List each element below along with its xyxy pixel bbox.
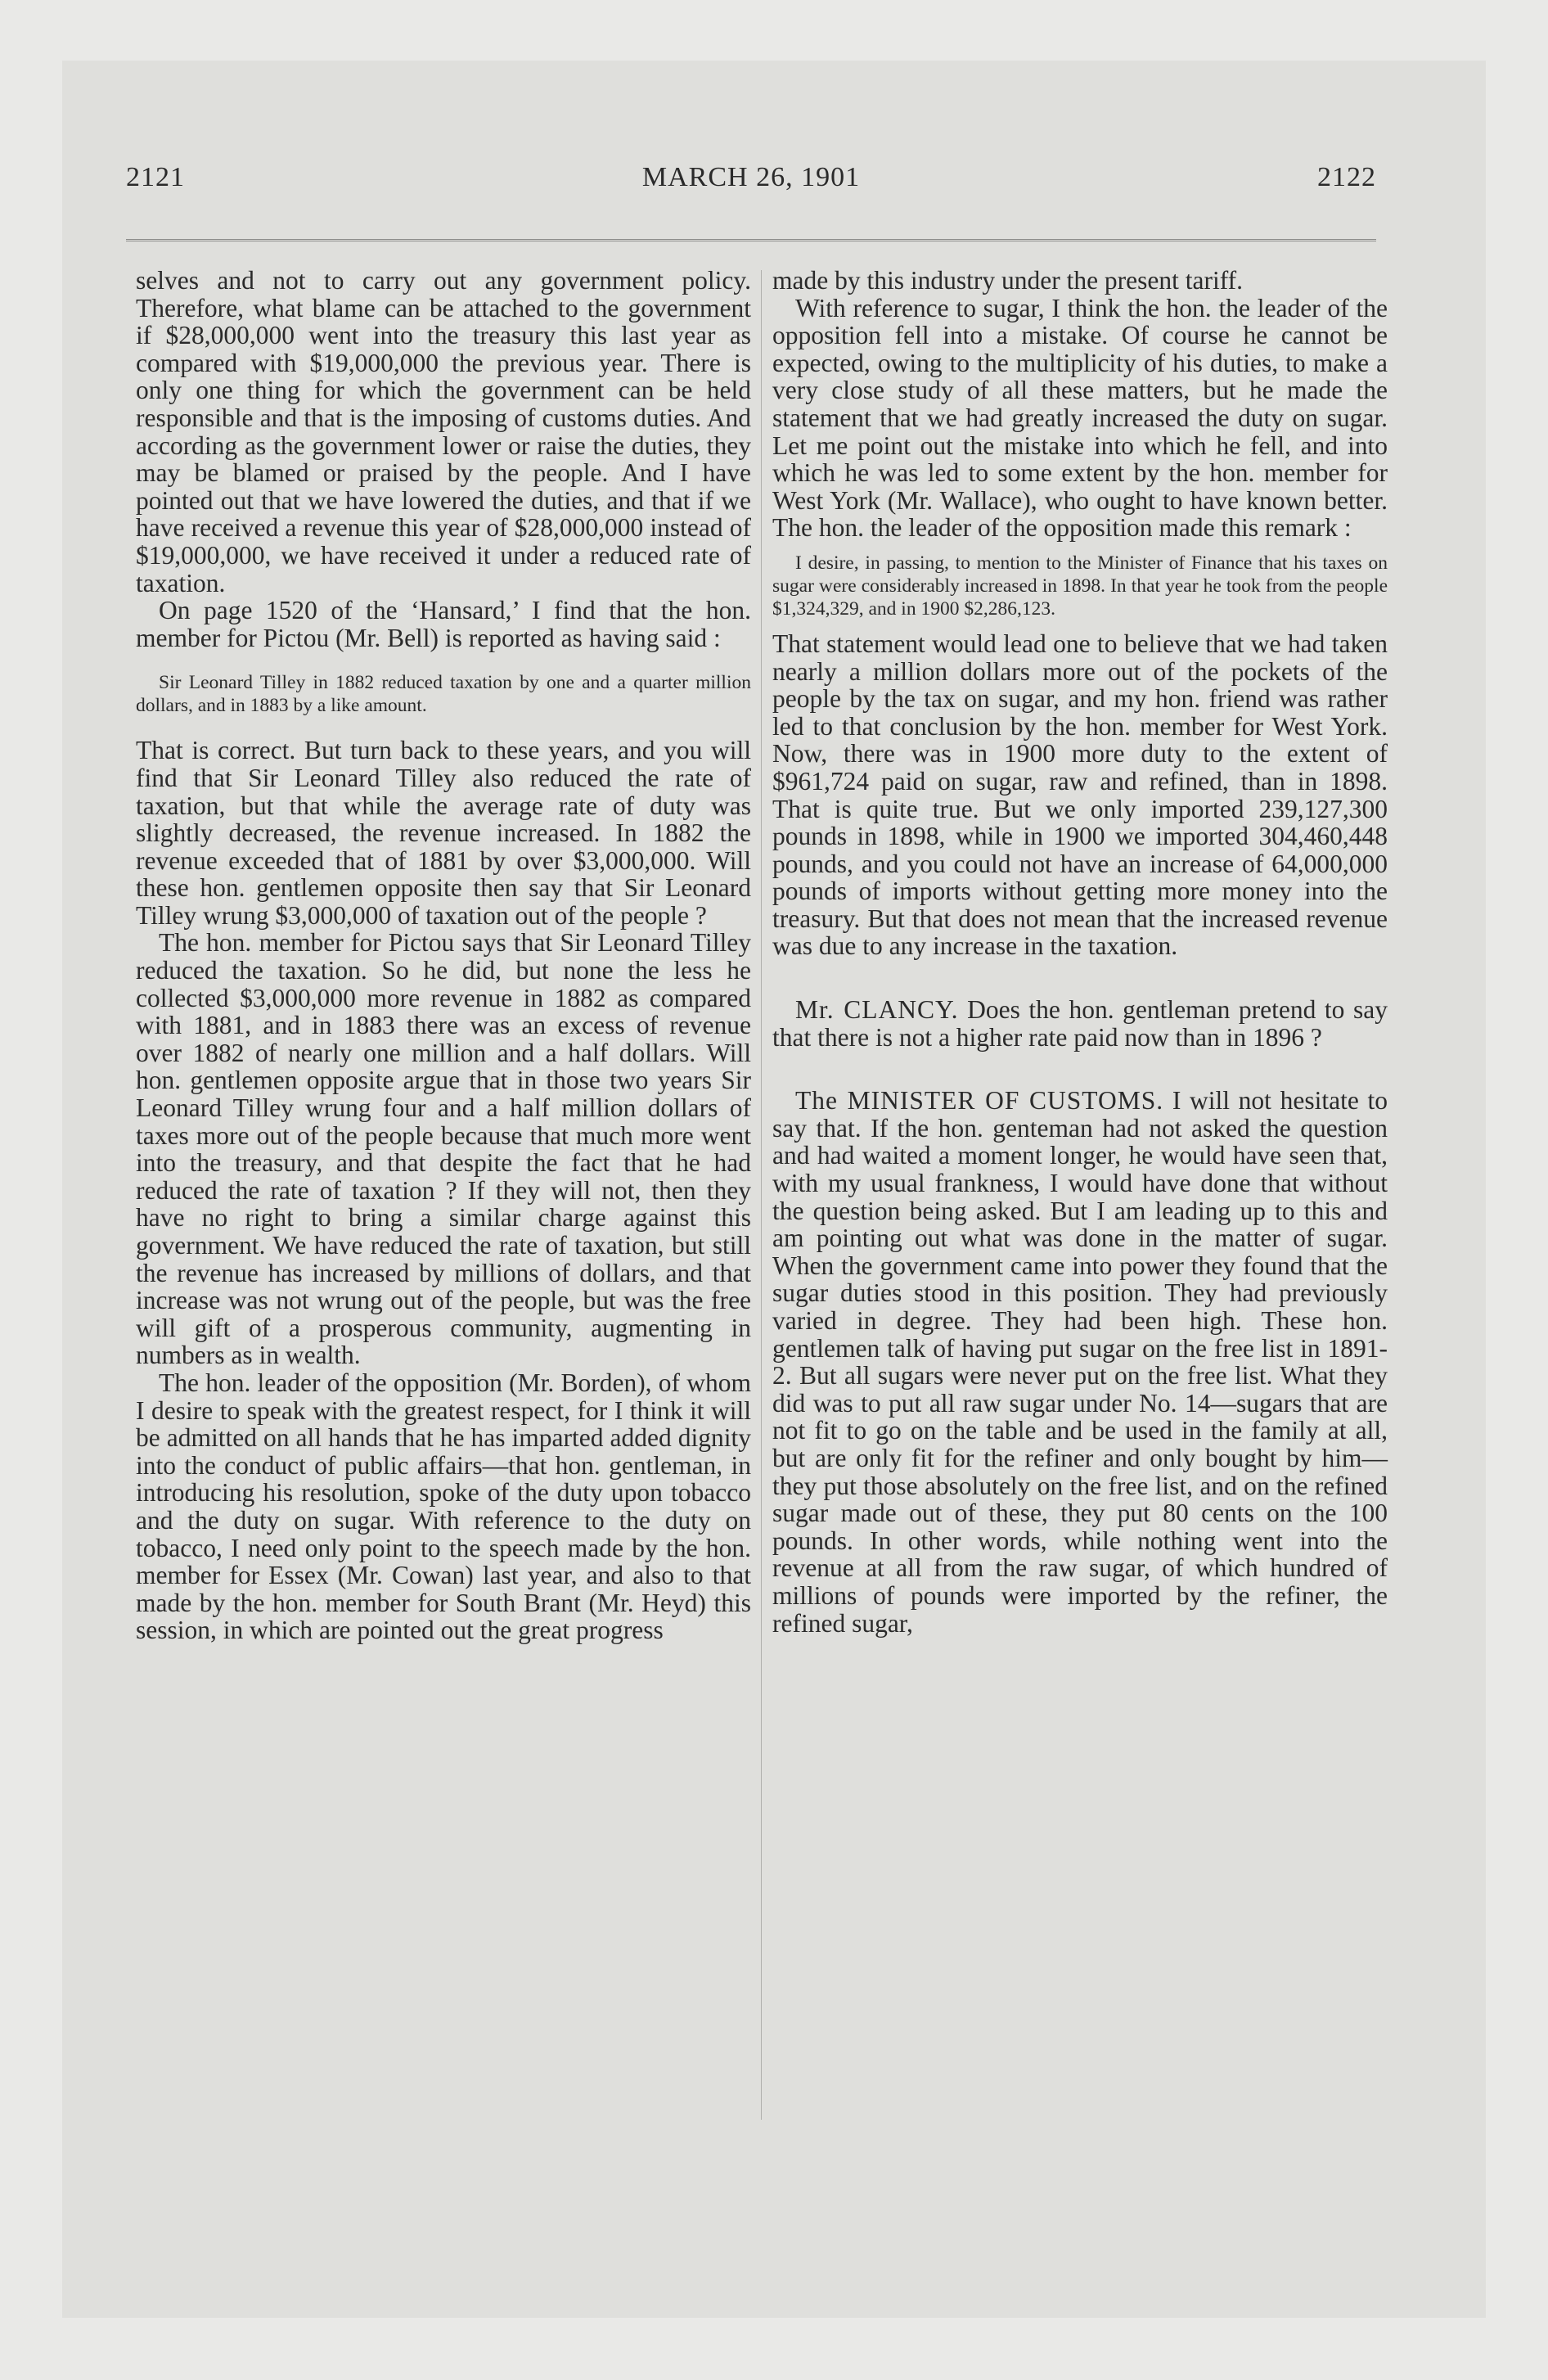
- speaker-name: Mr. CLANCY.: [795, 995, 959, 1025]
- page-number-left: 2121: [126, 162, 185, 192]
- paragraph: That statement would lead one to believe that we had taken nearly a million dollars more out of the pockets of the people by the tax on sugar, and my hon. friend was rather led to that conclusion by the hon. member for West York. Now, there was in 1900 more duty to the extent of $961,724 paid on sugar, raw and refined, than in 1898. That is quite true. But we only imported 239,127,300 pounds in 1898, while in 1900 we imported 304,460,448 pounds, and you could not have an increase of 64,000,000 pounds of imports without getting more money into the treasury. But that does not mean that the increased revenue was due to any increase in the taxation.: [772, 629, 1388, 961]
- block-quote: I desire, in passing, to mention to the Minister of Finance that his taxes on sugar were considerably increased in 1898. In that year he took from the people $1,324,329, and in 1900 $2,286,123.: [772, 552, 1388, 620]
- page-header: [126, 154, 1376, 203]
- paragraph: The hon. member for Pictou says that Sir Leonard Tilley reduced the taxation. So he did, but none the less he collected $3,000,000 more revenue in 1882 as compared with 1881, and in 1883 there was an excess of revenue over 1882 of nearly one million and a half dollars. Will hon. gentlemen opposite argue that in those two years Sir Leonard Tilley wrung four and a half million dollars of taxes more out of the people because that much more went into the treasury, and that despite the fact that he had reduced the rate of taxation ? If they will not, then they have no right to bring a similar charge against this government. We have reduced the rate of taxation, but still the revenue has increased by millions of dollars, and that increase was not wrung out of the people, but was the free will gift of a prosperous community, augmenting in numbers as in wealth.: [136, 928, 751, 1370]
- paragraph: That is correct. But turn back to these years, and you will find that Sir Leonard Tilley also reduced the rate of taxation, but that while the average rate of duty was slightly decreased, the revenue increased. In 1882 the revenue exceeded that of 1881 by over $3,000,000. Will these hon. gentlemen opposite then say that Sir Leonard Tilley wrung $3,000,000 of taxation out of the people ?: [136, 736, 751, 930]
- page-date-title: MARCH 26, 1901: [641, 162, 861, 192]
- speech-text: Does the hon. gentleman pretend to say that there is not a higher rate paid now than in 1896 ?: [772, 995, 1388, 1052]
- paragraph: With reference to sugar, I think the hon. the leader of the opposition fell into a mistake. Of course he cannot be expected, owing to the multiplicity of his duties, to make a very close study of all these matters, but he made the statement that we had greatly increased the duty on sugar. Let me point out the mistake into which he fell, and into which he was led to some extent by the hon. member for West York (Mr. Wallace), who ought to have known better. The hon. the leader of the opposition made this remark :: [772, 293, 1388, 543]
- page-number-right: 2122: [1317, 162, 1376, 192]
- paragraph: The hon. leader of the opposition (Mr. Borden), of whom I desire to speak with the greatest respect, for I think it will be admitted on all hands that he has imparted added dignity into the conduct of public affairs—that hon. gentleman, in introducing his resolution, spoke of the duty upon tobacco and the duty on sugar. With reference to the duty on tobacco, I need only point to the speech made by the hon. member for Essex (Mr. Cowan) last year, and also to that made by the hon. member for South Brant (Mr. Heyd) this session, in which are pointed out the great progress: [136, 1368, 751, 1645]
- speech-minister: [772, 1087, 1388, 1637]
- left-column: [136, 267, 751, 1644]
- paragraph: selves and not to carry out any government policy. Therefore, what blame can be attached to the government if $28,000,000 went into the treasury this last year as compared with $19,000,000 the previous year. There is only one thing for which the government can be held responsible and that is the imposing of customs duties. And according as the government lower or raise the duties, they may be blamed or praised by the people. And I have pointed out that we have lowered the duties, and that if we have received a revenue this year of $28,000,000 instead of $19,000,000, we have received it under a reduced rate of taxation.: [136, 266, 751, 597]
- paragraph: made by this industry under the present tariff.: [772, 266, 1244, 295]
- speech-text: I will not hesitate to say that. If the hon. genteman had not asked the question and had waited a moment longer, he would have seen that, with my usual frankness, I would have done that without the question being asked. But I am leading up to this and am pointing out what was done in the matter of sugar. When the government came into power they found that the sugar duties stood in this position. They had previously varied in degree. They had been high. These hon. gentlemen talk of having put sugar on the free list in 1891-2. But all sugars were never put on the free list. What they did was to put all raw sugar under No. 14—sugars that are not fit to go on the table and be used in the family at all, but are only fit for the refiner and only bought by him—they put those absolutely on the free list, and on the refined sugar made out of these, they put 80 cents on the 100 pounds. In other words, while nothing went into the revenue at all from the raw sugar, of which hundred of millions of pounds were imported by the refiner, the refined sugar,: [772, 1086, 1388, 1638]
- paragraph: On page 1520 of the ‘Hansard,’ I find that the hon. member for Pictou (Mr. Bell) is reported as having said :: [136, 596, 751, 652]
- block-quote: Sir Leonard Tilley in 1882 reduced taxation by one and a quarter million dollars, and in 1883 by a like amount.: [136, 672, 751, 717]
- header-rule: [126, 239, 1376, 241]
- right-column: [772, 267, 1388, 1637]
- speech-clancy: [772, 996, 1388, 1051]
- speaker-name: The MINISTER OF CUSTOMS.: [795, 1086, 1164, 1116]
- column-divider: [761, 270, 762, 2120]
